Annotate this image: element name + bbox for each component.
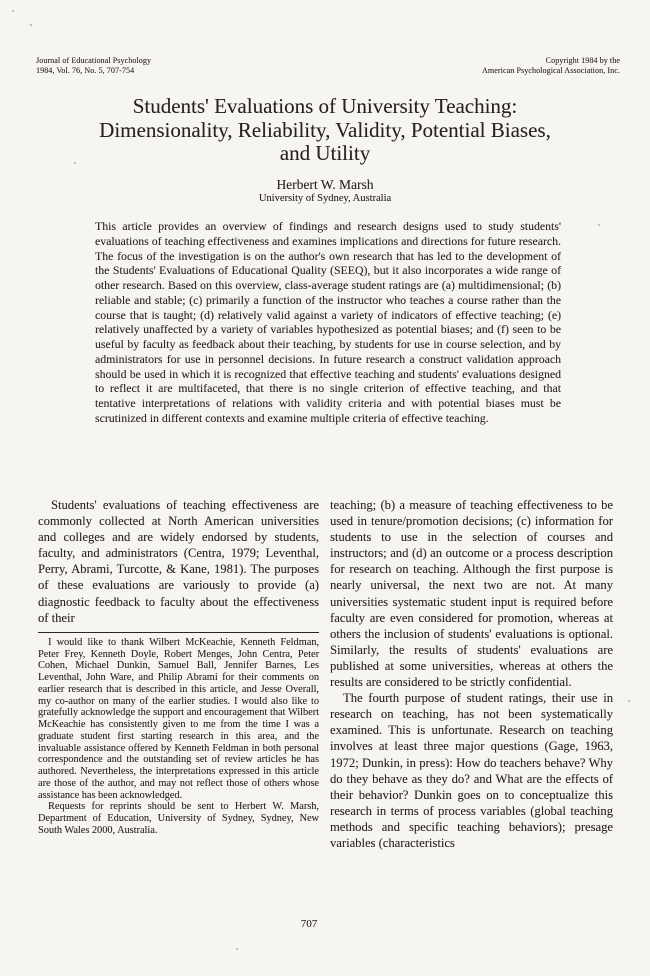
right-column — [330, 497, 613, 851]
left-column — [38, 497, 319, 851]
title-line-1: Students' Evaluations of University Teaching: — [132, 94, 518, 118]
scan-speckle — [236, 948, 238, 950]
left-column-paragraph: Students' evaluations of teaching effectiveness are commonly collected at North American universities and colleges and are widely endorsed by students, faculty, and administrators (Centra, 1979; Leventhal, Perry, Abrami, Turcotte, & Kane, 1981). The purposes of these evaluations are variously to provide (a) diagnostic feedback to faculty about the effectiveness of their — [38, 498, 319, 625]
right-column-paragraph-1: teaching; (b) a measure of teaching effectiveness to be used in tenure/promotion decisions; (c) information for students to use in the selection of courses and instructors; and (d) an outcome or a process description for research on teaching. Although the first purpose is nearly universal, the next two are not. At many universities systematic student input is required before faculty are even considered for promotion, whereas at others the inclusion of students' evaluations is optional. Similarly, the results of students' evaluations are published at some universities, whereas at others the results are considered to be strictly confidential. — [330, 498, 613, 690]
abstract: This article provides an overview of findings and research designs used to study students' evaluations of teaching effectiveness and examines implications and directions for future research. The focus of the investigation is on the author's own research that has led to the development of the Students' Evaluations of Educational Quality (SEEQ), but it also incorporates a wide range of other research. Based on this overview, class-average student ratings are (a) multidimensional; (b) reliable and stable; (c) primarily a function of the instructor who teaches a course rather than the course that is taught; (d) relatively valid against a variety of indicators of effective teaching; (e) relatively unaffected by a variety of variables hypothesized as potential biases; and (f) seen to be useful by faculty as feedback about their teaching, by students for use in course selection, and by administrators for use in personnel decisions. In future research a construct validation approach should be used in which it is recognized that effective teaching and students' evaluations designed to reflect it are multifaceted, that there is no single criterion of effective teaching, and that tentative interpretations of relations with validity criteria and with potential biases must be scrutinized in different contexts and examine multiple criteria of effective teaching. — [95, 219, 561, 425]
article-title — [25, 95, 625, 166]
scan-speckle — [12, 10, 14, 12]
reprints-footnote: Requests for reprints should be sent to Herbert W. Marsh, Department of Education, University of Sydney, Sydney, New South Wales 2000, Australia. — [38, 801, 319, 836]
scan-speckle — [598, 224, 600, 226]
copyright-line-1: Copyright 1984 by the — [545, 56, 620, 65]
masthead-left — [36, 56, 151, 76]
footnote-block — [38, 637, 319, 837]
scan-speckle — [628, 700, 630, 702]
author-affiliation: University of Sydney, Australia — [258, 193, 392, 204]
footnote-divider — [38, 632, 319, 633]
right-column-paragraph-2: The fourth purpose of student ratings, their use in research on teaching, has not been systematically examined. This is unfortunate. Research on teaching involves at least three major questions (Gage, 1963, 1972; Dunkin, in press): How do teachers behave? Why do they behave as they do? and What are the effects of their behavior? Dunkin goes on to conceptualize this research in terms of process variables (global teaching methods and specific teaching behaviors); presage variables (characteristics — [330, 691, 613, 850]
copyright-line-2: American Psychological Association, Inc. — [482, 65, 620, 75]
acknowledgments-footnote: I would like to thank Wilbert McKeachie, Kenneth Feldman, Peter Frey, Kenneth Doyle, Robert Menges, John Centra, Peter Cohen, Michael Dunkin, Samuel Ball, Jennifer Barnes, Les Leventhal, John Ware, and Philip Abrami for their comments on earlier research that is described in this article, and Jesse Overall, my co-author on many of the earlier studies. I would also like to gratefully acknowledge the support and encouragement that Wilbert McKeachie has consistently given to me from the time I was a graduate student first starting research in this area, and the invaluable assistance offered by Kenneth Feldman in both personal correspondence and the outstanding set of review articles he has authored. Nevertheless, the interpretations expressed in this article are those of the author, and may not reflect those of others whose assistance has been acknowledged. — [38, 636, 319, 801]
issue-info: 1984, Vol. 76, No. 5, 707-754 — [36, 65, 135, 75]
page-number: 707 — [300, 918, 318, 930]
scan-speckle — [30, 24, 32, 26]
journal-name: Journal of Educational Psychology — [36, 56, 152, 65]
body-columns — [38, 497, 613, 851]
masthead-right — [482, 56, 620, 76]
title-line-2: Dimensionality, Reliability, Validity, Potential Biases, — [99, 117, 551, 142]
title-line-3: and Utility — [279, 141, 371, 165]
author-name: Herbert W. Marsh — [276, 177, 374, 192]
